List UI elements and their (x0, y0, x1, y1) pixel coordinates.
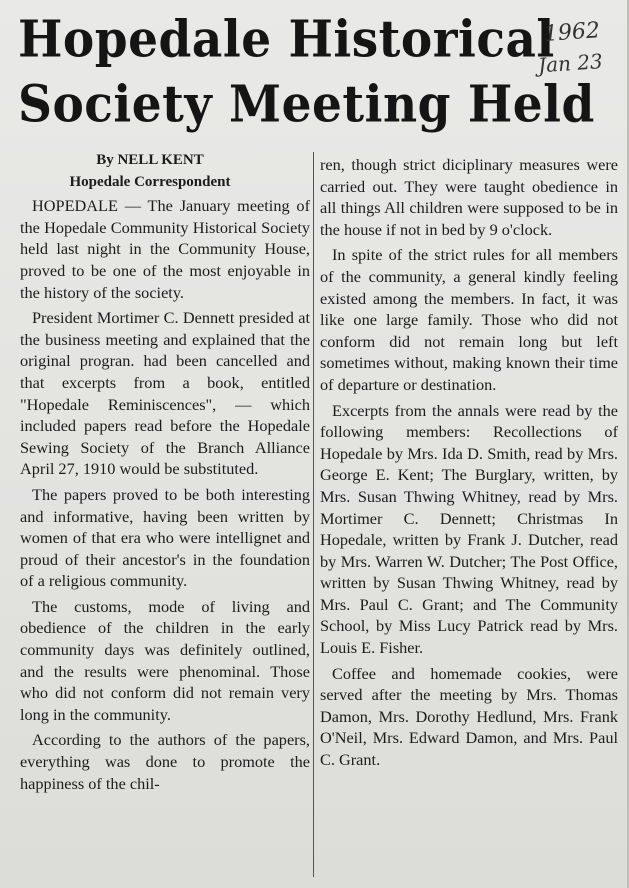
article-column-right (320, 154, 618, 775)
paragraph: According to the authors of the papers, everything was done to promote the happiness of the chil- (20, 730, 310, 793)
handwritten-date-note (537, 18, 604, 78)
headline-line-2: Society Meeting Held (18, 75, 595, 135)
headline-line-1: Hopedale Historical (18, 10, 555, 70)
paragraph: The papers proved to be both interesting and informative, having been written by women of that era who were intellignet and proud of their ancestor's in the foundation of a religious community. (20, 484, 310, 591)
article-column-left (20, 150, 310, 798)
handwritten-date: Jan 23 (537, 49, 604, 78)
byline-author: By NELL KENT (96, 152, 204, 168)
paragraph: The customs, mode of living and obedience of the children in the early community days was definitely outlined, and the results were phenominal. Those who did not conform did not remain very long in the community. (20, 596, 310, 724)
column-rule (313, 152, 314, 877)
paragraph: President Mortimer C. Dennett presided at the business meeting and explained that the original progran. had been cancelled and that excerpts from a book, entitled "Hopedale Reminiscences", — which included papers read before the Hopedale Sewing Society of the Branch Alliance April 27, 1910 would be substituted. (20, 308, 310, 479)
paragraph-continued: ren, though strict diciplinary measures were carried out. They were taught obedience in all things All children were supposed to be in the house if not in bed by 9 o'clock. (320, 155, 618, 239)
paragraph: HOPEDALE — The January meeting of the Hopedale Community Historical Society held last night in the Community House, proved to be one of the most enjoyable in the history of the society. (20, 196, 310, 302)
paragraph: In spite of the strict rules for all members of the community, a general kindly feeling existed among the members. In fact, it was like one large family. Those who did not conform did not remain long but left sometimes without, making known their time of departure or destination. (320, 245, 618, 394)
byline-role: Hopedale Correspondent (69, 173, 231, 190)
paragraph: Excerpts from the annals were read by the following members: Recollections of Hopedale by Mrs. Ida D. Smith, read by Mrs. George E. Kent; The Burglary, written, by Mrs. Susan Thwing Whitney, read by Mrs. Mortimer C. Dennett; Christmas In Hopedale, written by Frank J. Dutcher, read by Mrs. Warren W. Dutcher; The Post Office, written by Susan Thwing Whitney, read by Mrs. Paul C. Grant; and The Community School, by Miss Lucy Patrick read by Mrs. Louis E. Fisher. (320, 400, 618, 658)
handwritten-year: 1962 (543, 18, 601, 47)
paragraph: Coffee and homemade cookies, were served after the meeting by Mrs. Thomas Damon, Mrs. Dorothy Hedlund, Mrs. Frank O'Neil, Mrs. Edward Damon, and Mrs. Paul C. Grant. (320, 663, 618, 770)
